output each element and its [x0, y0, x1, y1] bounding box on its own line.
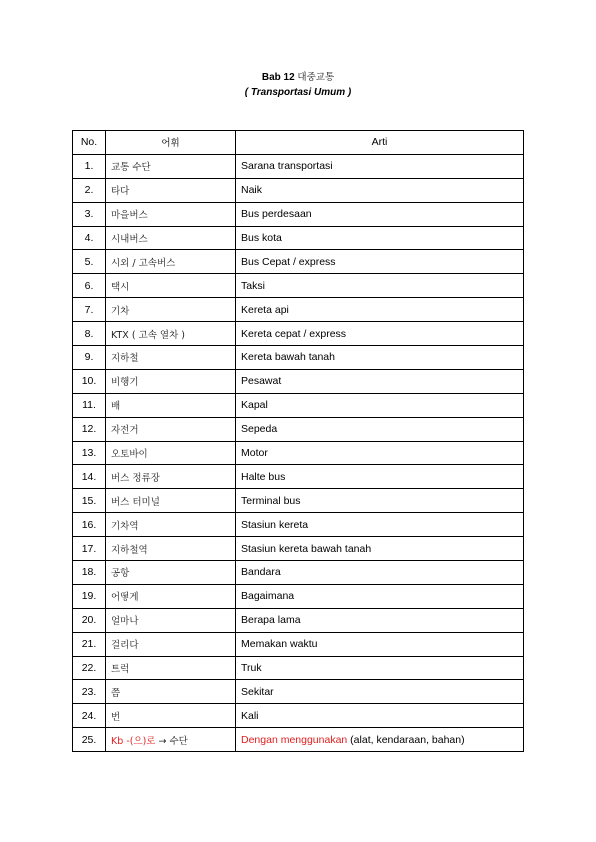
- meaning: Halte bus: [236, 465, 524, 489]
- row-number: 25.: [73, 728, 106, 752]
- row-number: 17.: [73, 537, 106, 561]
- header-arti: Arti: [236, 131, 524, 155]
- korean-word: 지하철: [106, 346, 236, 370]
- meaning: Sepeda: [236, 417, 524, 441]
- table-header-row: [73, 131, 524, 155]
- meaning: Truk: [236, 656, 524, 680]
- meaning: Sarana transportasi: [236, 154, 524, 178]
- meaning: Terminal bus: [236, 489, 524, 513]
- korean-word: 교통 수단: [106, 154, 236, 178]
- row-number: 13.: [73, 441, 106, 465]
- meaning: Kapal: [236, 393, 524, 417]
- meaning: Bandara: [236, 561, 524, 585]
- row-number: 14.: [73, 465, 106, 489]
- row-number: 15.: [73, 489, 106, 513]
- korean-word: 시외 / 고속버스: [106, 250, 236, 274]
- row-number: 20.: [73, 608, 106, 632]
- meaning: Bus Cepat / express: [236, 250, 524, 274]
- meaning: Bus perdesaan: [236, 202, 524, 226]
- vocabulary-table: [72, 130, 524, 752]
- table-row: [73, 513, 524, 537]
- korean-word: 자전거: [106, 417, 236, 441]
- korean-word: 걸리다: [106, 632, 236, 656]
- korean-word: 쯤: [106, 680, 236, 704]
- row-number: 6.: [73, 274, 106, 298]
- row-number: 4.: [73, 226, 106, 250]
- grammar-pattern-highlight: Kb -(으)로: [111, 735, 156, 747]
- page-title-block: [0, 70, 596, 100]
- table-body: [73, 154, 524, 751]
- table-row: [73, 226, 524, 250]
- korean-word: 기차: [106, 298, 236, 322]
- row-number: 7.: [73, 298, 106, 322]
- table-row: [73, 178, 524, 202]
- korean-word: 배: [106, 393, 236, 417]
- grammar-pattern: [106, 728, 236, 752]
- row-number: 18.: [73, 561, 106, 585]
- row-number: 22.: [73, 656, 106, 680]
- table-row: [73, 298, 524, 322]
- table-row: [73, 608, 524, 632]
- korean-word: 택시: [106, 274, 236, 298]
- table-row: [73, 369, 524, 393]
- table-row: [73, 489, 524, 513]
- korean-word: 기차역: [106, 513, 236, 537]
- meaning: Bagaimana: [236, 584, 524, 608]
- korean-word: 마을버스: [106, 202, 236, 226]
- table-row: [73, 417, 524, 441]
- row-number: 9.: [73, 346, 106, 370]
- meaning: Kereta bawah tanah: [236, 346, 524, 370]
- row-number: 23.: [73, 680, 106, 704]
- row-number: 19.: [73, 584, 106, 608]
- korean-word: 어떻게: [106, 584, 236, 608]
- table-row-grammar: [73, 728, 524, 752]
- table-row: [73, 561, 524, 585]
- meaning: Motor: [236, 441, 524, 465]
- korean-word: KTX ( 고속 열차 ): [106, 322, 236, 346]
- row-number: 21.: [73, 632, 106, 656]
- table-row: [73, 250, 524, 274]
- korean-word: 버스 정류장: [106, 465, 236, 489]
- meaning: Kali: [236, 704, 524, 728]
- meaning: Naik: [236, 178, 524, 202]
- meaning: Stasiun kereta: [236, 513, 524, 537]
- meaning: Sekitar: [236, 680, 524, 704]
- table-row: [73, 584, 524, 608]
- korean-word: 공항: [106, 561, 236, 585]
- meaning: Kereta cepat / express: [236, 322, 524, 346]
- korean-word: 번: [106, 704, 236, 728]
- table-row: [73, 441, 524, 465]
- row-number: 3.: [73, 202, 106, 226]
- table-row: [73, 274, 524, 298]
- grammar-meaning-detail: (alat, kendaraan, bahan): [347, 733, 465, 746]
- table-row: [73, 680, 524, 704]
- korean-word: 지하철역: [106, 537, 236, 561]
- grammar-pattern-arrow: → 수단: [155, 735, 188, 747]
- meaning: Bus kota: [236, 226, 524, 250]
- korean-word: 오토바이: [106, 441, 236, 465]
- table-row: [73, 393, 524, 417]
- page-title: [0, 70, 596, 85]
- grammar-meaning-highlight: Dengan menggunakan: [241, 733, 348, 746]
- korean-word: 얼마나: [106, 608, 236, 632]
- table-row: [73, 154, 524, 178]
- row-number: 5.: [73, 250, 106, 274]
- meaning: Pesawat: [236, 369, 524, 393]
- meaning: Kereta api: [236, 298, 524, 322]
- row-number: 16.: [73, 513, 106, 537]
- table-row: [73, 202, 524, 226]
- table-row: [73, 704, 524, 728]
- table-row: [73, 465, 524, 489]
- table-row: [73, 656, 524, 680]
- header-no: No.: [73, 131, 106, 155]
- korean-word: 트럭: [106, 656, 236, 680]
- row-number: 11.: [73, 393, 106, 417]
- korean-word: 버스 터미널: [106, 489, 236, 513]
- meaning: Berapa lama: [236, 608, 524, 632]
- header-vocab: 어휘: [106, 131, 236, 155]
- table-row: [73, 632, 524, 656]
- meaning: Stasiun kereta bawah tanah: [236, 537, 524, 561]
- chapter-number: Bab 12: [261, 72, 295, 83]
- row-number: 1.: [73, 154, 106, 178]
- chapter-korean-title: 대중교통: [297, 72, 335, 83]
- row-number: 24.: [73, 704, 106, 728]
- row-number: 12.: [73, 417, 106, 441]
- meaning: Memakan waktu: [236, 632, 524, 656]
- korean-word: 비행기: [106, 369, 236, 393]
- table-row: [73, 322, 524, 346]
- meaning: Taksi: [236, 274, 524, 298]
- table-row: [73, 346, 524, 370]
- row-number: 8.: [73, 322, 106, 346]
- row-number: 2.: [73, 178, 106, 202]
- row-number: 10.: [73, 369, 106, 393]
- page-subtitle: ( Transportasi Umum ): [244, 87, 352, 98]
- table-row: [73, 537, 524, 561]
- korean-word: 타다: [106, 178, 236, 202]
- korean-word: 시내버스: [106, 226, 236, 250]
- grammar-meaning: [236, 728, 524, 752]
